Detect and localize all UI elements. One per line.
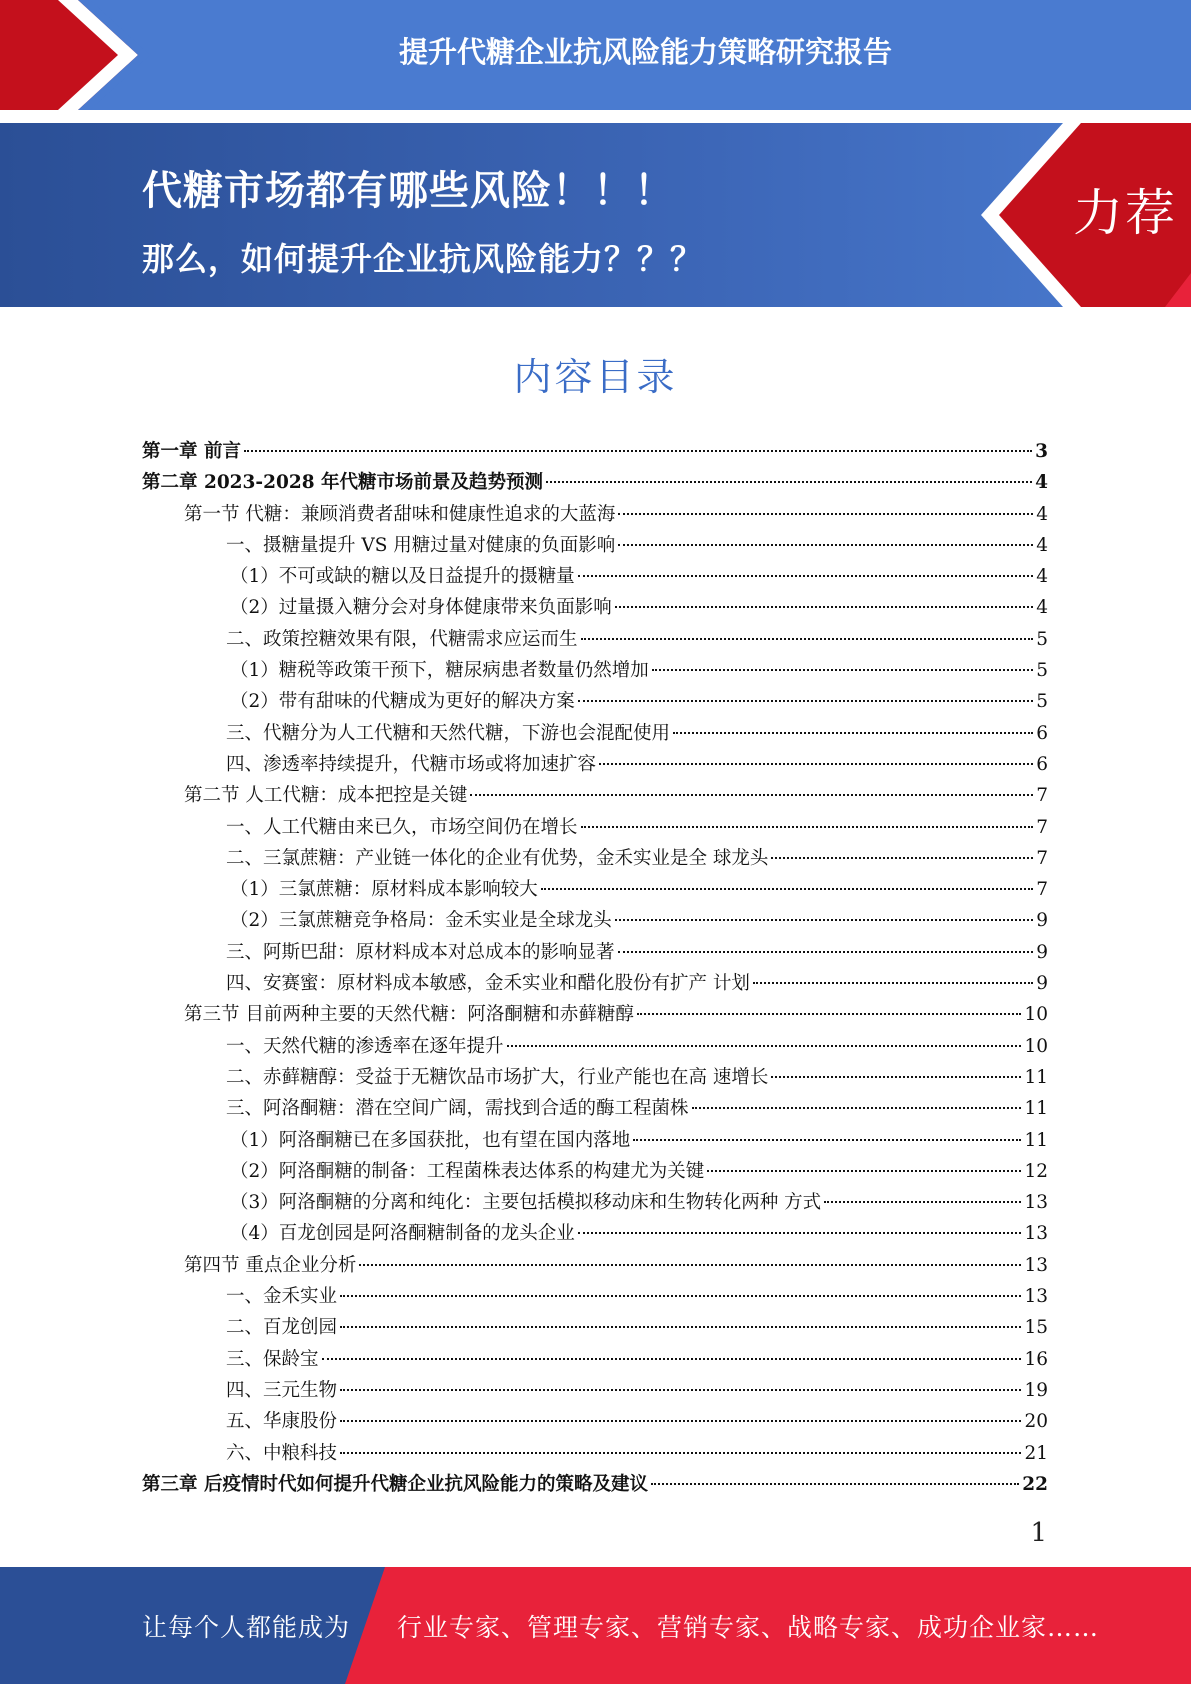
toc-leader-dots [541, 888, 1033, 890]
toc-entry-page: 9 [1036, 941, 1048, 963]
toc-leader-dots [599, 763, 1033, 765]
toc-entry-page: 13 [1024, 1192, 1048, 1214]
toc-entry[interactable] [142, 656, 1048, 687]
toc-entry[interactable] [142, 875, 1048, 906]
toc-entry-page: 7 [1036, 785, 1048, 807]
toc-entry[interactable] [142, 593, 1048, 624]
toc-entry-page: 10 [1024, 1035, 1048, 1057]
toc-entry-title: 三、阿洛酮糖：潜在空间广阔，需找到合适的酶工程菌株 [226, 1098, 689, 1120]
toc-entry-title: 二、政策控糖效果有限，代糖需求应运而生 [226, 628, 578, 650]
toc-entry[interactable] [142, 1219, 1048, 1250]
toc-entry-page: 13 [1024, 1223, 1048, 1245]
toc-entry-title: 四、渗透率持续提升，代糖市场或将加速扩容 [226, 753, 597, 775]
toc-entry[interactable] [142, 1282, 1048, 1313]
toc-entry[interactable] [142, 531, 1048, 562]
toc-leader-dots [824, 1201, 1021, 1203]
toc-entry[interactable] [142, 1032, 1048, 1063]
page-number: 1 [1030, 1518, 1047, 1548]
top-title-band [0, 0, 1191, 110]
hero-banner [0, 123, 1191, 307]
toc-entry-title: （2）三氯蔗糖竞争格局：金禾实业是全球龙头 [230, 910, 612, 932]
toc-entry-page: 13 [1024, 1254, 1048, 1276]
toc-entry[interactable] [142, 1000, 1048, 1031]
toc-entry-title: 第三节 目前两种主要的天然代糖：阿洛酮糖和赤藓糖醇 [184, 1004, 634, 1026]
toc-entry-title: 三、保龄宝 [226, 1348, 319, 1370]
toc-leader-dots [546, 481, 1032, 483]
toc-entry-page: 19 [1024, 1379, 1048, 1401]
toc-leader-dots [581, 638, 1034, 640]
toc-entry[interactable] [142, 1188, 1048, 1219]
toc-leader-dots [707, 1170, 1021, 1172]
toc-entry[interactable] [142, 468, 1048, 499]
toc-entry[interactable] [142, 969, 1048, 1000]
toc-leader-dots [578, 1232, 1022, 1234]
toc-entry-title: 三、阿斯巴甜：原材料成本对总成本的影响显著 [226, 941, 615, 963]
toc-entry-page: 10 [1024, 1004, 1048, 1026]
toc-leader-dots [771, 1076, 1021, 1078]
toc-entry-title: 四、安赛蜜：原材料成本敏感，金禾实业和醋化股份有扩产 计划 [226, 973, 750, 995]
toc-entry-page: 12 [1024, 1160, 1048, 1182]
toc-entry-page: 4 [1035, 472, 1048, 494]
toc-entry-title: 二、百龙创园 [226, 1317, 338, 1339]
toc-entry-page: 4 [1036, 597, 1048, 619]
toc-leader-dots [692, 1107, 1022, 1109]
toc-entry[interactable] [142, 500, 1048, 531]
toc-leader-dots [615, 919, 1033, 921]
toc-leader-dots [340, 1295, 1021, 1297]
toc-entry-page: 6 [1036, 753, 1048, 775]
toc-entry-title: 四、三元生物 [226, 1379, 338, 1401]
toc-entry[interactable] [142, 437, 1048, 468]
toc-entry-title: （2）阿洛酮糖的制备：工程菌株表达体系的构建尤为关键 [230, 1160, 705, 1182]
toc-entry-page: 22 [1022, 1473, 1048, 1495]
hero-headline: 代糖市场都有哪些风险！！！ [142, 168, 675, 214]
toc-entry[interactable] [142, 938, 1048, 969]
toc-entry[interactable] [142, 844, 1048, 875]
toc-entry-title: 第一章 前言 [142, 441, 241, 462]
toc-leader-dots [244, 450, 1032, 452]
toc-entry-title: （2）过量摄入糖分会对身体健康带来负面影响 [230, 597, 612, 619]
toc-entry-page: 5 [1036, 628, 1048, 650]
toc-entry-title: 第三章 后疫情时代如何提升代糖企业抗风险能力的策略及建议 [142, 1473, 648, 1495]
toc-entry[interactable] [142, 1313, 1048, 1344]
toc-entry[interactable] [142, 813, 1048, 844]
toc-entry[interactable] [142, 1126, 1048, 1157]
footer-slogan-lead: 让每个人都能成为 [142, 1612, 351, 1642]
toc-leader-dots [618, 513, 1033, 515]
toc-entry-title: 一、天然代糖的渗透率在逐年提升 [226, 1035, 504, 1057]
toc-leader-dots [771, 857, 1033, 859]
toc-entry-page: 7 [1036, 816, 1048, 838]
red-chevron-decoration [0, 0, 150, 110]
toc-entry-page: 4 [1036, 534, 1048, 556]
toc-leader-dots [652, 669, 1033, 671]
toc-entry-page: 13 [1024, 1286, 1048, 1308]
toc-entry-page: 6 [1036, 722, 1048, 744]
toc-entry-page: 11 [1024, 1066, 1048, 1088]
footer-band [0, 1567, 1191, 1684]
toc-entry[interactable] [142, 1251, 1048, 1282]
footer-slogan-tail: 行业专家、管理专家、营销专家、战略专家、成功企业家…… [397, 1612, 1100, 1642]
toc-leader-dots [753, 982, 1033, 984]
toc-entry-page: 4 [1036, 503, 1048, 525]
toc-entry[interactable] [142, 1157, 1048, 1188]
toc-leader-dots [637, 1013, 1022, 1015]
toc-entry[interactable] [142, 625, 1048, 656]
toc-leader-dots [340, 1389, 1021, 1391]
toc-leader-dots [578, 700, 1033, 702]
toc-entry-title: （2）带有甜味的代糖成为更好的解决方案 [230, 691, 575, 713]
toc-entry-page: 7 [1036, 847, 1048, 869]
toc-leader-dots [340, 1452, 1021, 1454]
toc-entry[interactable] [142, 750, 1048, 781]
toc-entry-title: 五、华康股份 [226, 1411, 338, 1433]
toc-entry-title: （1）阿洛酮糖已在多国获批，也有望在国内落地 [230, 1129, 631, 1151]
toc-entry[interactable] [142, 906, 1048, 937]
toc-leader-dots [618, 544, 1033, 546]
toc-entry[interactable] [142, 781, 1048, 812]
toc-entry[interactable] [142, 1063, 1048, 1094]
toc-entry-page: 11 [1024, 1098, 1048, 1120]
toc-entry[interactable] [142, 1470, 1048, 1501]
toc-entry-title: 一、摄糖量提升 VS 用糖过量对健康的负面影响 [226, 534, 616, 556]
toc-entry[interactable] [142, 562, 1048, 593]
toc-entry[interactable] [142, 1094, 1048, 1125]
toc-leader-dots [581, 826, 1034, 828]
toc-leader-dots [651, 1483, 1019, 1485]
toc-entry[interactable] [142, 1345, 1048, 1376]
toc-entry-page: 16 [1024, 1348, 1048, 1370]
toc-entry-title: （4）百龙创园是阿洛酮糖制备的龙头企业 [230, 1223, 575, 1245]
toc-leader-dots [340, 1326, 1021, 1328]
toc-entry-title: 一、金禾实业 [226, 1286, 338, 1308]
toc-entry-page: 4 [1036, 566, 1048, 588]
toc-entry[interactable] [142, 687, 1048, 718]
toc-entry-page: 5 [1036, 691, 1048, 713]
toc-title: 内容目录 [513, 355, 678, 399]
toc-entry-page: 7 [1036, 879, 1048, 901]
toc-entry-title: 六、中粮科技 [226, 1442, 338, 1464]
toc-entry[interactable] [142, 719, 1048, 750]
table-of-contents [142, 437, 1048, 1501]
toc-entry-title: （1）糖税等政策干预下，糖尿病患者数量仍然增加 [230, 660, 649, 682]
toc-leader-dots [618, 951, 1034, 953]
toc-leader-dots [359, 1264, 1021, 1266]
toc-leader-dots [507, 1045, 1022, 1047]
toc-entry-page: 9 [1036, 910, 1048, 932]
toc-entry-title: 三、代糖分为人工代糖和天然代糖，下游也会混配使用 [226, 722, 671, 744]
toc-entry-page: 11 [1024, 1129, 1048, 1151]
toc-entry-page: 21 [1024, 1442, 1048, 1464]
toc-entry-page: 5 [1036, 660, 1048, 682]
toc-entry[interactable] [142, 1376, 1048, 1407]
toc-entry-title: （3）阿洛酮糖的分离和纯化：主要包括模拟移动床和生物转化两种 方式 [230, 1192, 822, 1214]
toc-entry-title: 第四节 重点企业分析 [184, 1254, 357, 1276]
toc-entry-title: 第一节 代糖：兼顾消费者甜味和健康性追求的大蓝海 [184, 503, 616, 525]
toc-entry-title: （1）三氯蔗糖：原材料成本影响较大 [230, 879, 538, 901]
toc-entry-page: 3 [1035, 441, 1048, 462]
toc-entry-title: 二、三氯蔗糖：产业链一体化的企业有优势，金禾实业是全 球龙头 [226, 847, 769, 869]
toc-leader-dots [470, 794, 1033, 796]
toc-entry-page: 9 [1036, 973, 1048, 995]
toc-leader-dots [322, 1358, 1022, 1360]
toc-entry-title: 第二章 2023-2028 年代糖市场前景及趋势预测 [142, 472, 544, 494]
toc-entry-title: 二、赤藓糖醇：受益于无糖饮品市场扩大，行业产能也在高 速增长 [226, 1066, 769, 1088]
toc-entry[interactable] [142, 1439, 1048, 1470]
toc-entry-page: 15 [1024, 1317, 1048, 1339]
toc-entry-title: （1）不可或缺的糖以及日益提升的摄糖量 [230, 566, 575, 588]
toc-leader-dots [615, 606, 1033, 608]
toc-leader-dots [633, 1139, 1021, 1141]
toc-entry-title: 一、人工代糖由来已久，市场空间仍在增长 [226, 816, 578, 838]
toc-leader-dots [673, 732, 1033, 734]
toc-entry-title: 第二节 人工代糖：成本把控是关键 [184, 785, 468, 807]
toc-entry[interactable] [142, 1407, 1048, 1438]
hero-subheadline: 那么，如何提升企业抗风险能力？？？ [142, 240, 704, 278]
report-title: 提升代糖企业抗风险能力策略研究报告 [398, 34, 892, 69]
toc-leader-dots [578, 575, 1033, 577]
recommend-badge: 力荐 [1073, 184, 1177, 242]
toc-leader-dots [340, 1420, 1021, 1422]
toc-entry-page: 20 [1024, 1411, 1048, 1433]
